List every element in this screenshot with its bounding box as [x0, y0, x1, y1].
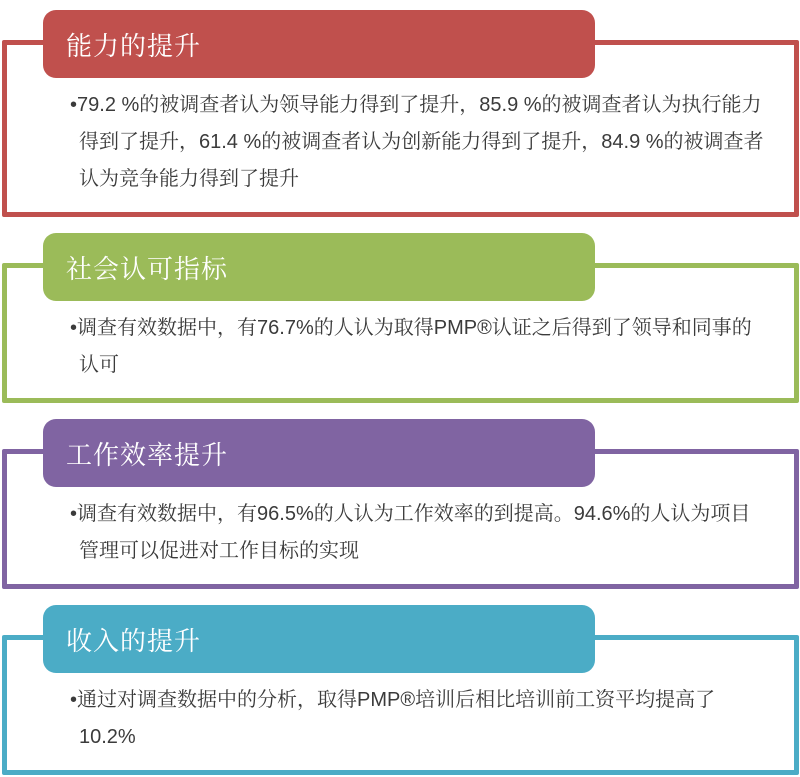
bullet-marker: • [70, 94, 78, 116]
bullet-paragraph [70, 87, 766, 198]
section-header-tab [43, 233, 595, 301]
section-work-efficiency [0, 419, 800, 589]
section-header-tab [43, 605, 595, 673]
bullet-paragraph [70, 496, 766, 570]
section-social-recognition [0, 233, 800, 403]
bullet-marker: • [70, 689, 78, 711]
section-title: 社会认可指标 [66, 253, 229, 284]
section-income-improvement [0, 605, 800, 775]
bullet-marker: • [70, 317, 78, 339]
section-title: 能力的提升 [66, 30, 202, 61]
bullet-text: 79.2 %的被调查者认为领导能力得到了提升，85.9 %的被调查者认为执行能力得到了提升，61.4 %的被调查者认为创新能力得到了提升，84.9 %的被调查者认为竞争能力得到了提升 [77, 94, 764, 190]
section-ability-improvement [0, 10, 800, 217]
bullet-marker: • [70, 503, 78, 525]
bullet-text: 通过对调查数据中的分析，取得PMP®培训后相比培训前工资平均提高了10.2% [77, 689, 716, 748]
bullet-text: 调查有效数据中，有96.5%的人认为工作效率的到提高。94.6%的人认为项目管理可以促进对工作目标的实现 [77, 503, 751, 562]
bullet-paragraph [70, 682, 766, 756]
section-title: 收入的提升 [66, 625, 202, 656]
bullet-text: 调查有效数据中，有76.7%的人认为取得PMP®认证之后得到了领导和同事的认可 [77, 317, 752, 376]
bullet-paragraph [70, 310, 766, 384]
section-title: 工作效率提升 [66, 439, 229, 470]
section-header-tab [43, 10, 595, 78]
section-header-tab [43, 419, 595, 487]
